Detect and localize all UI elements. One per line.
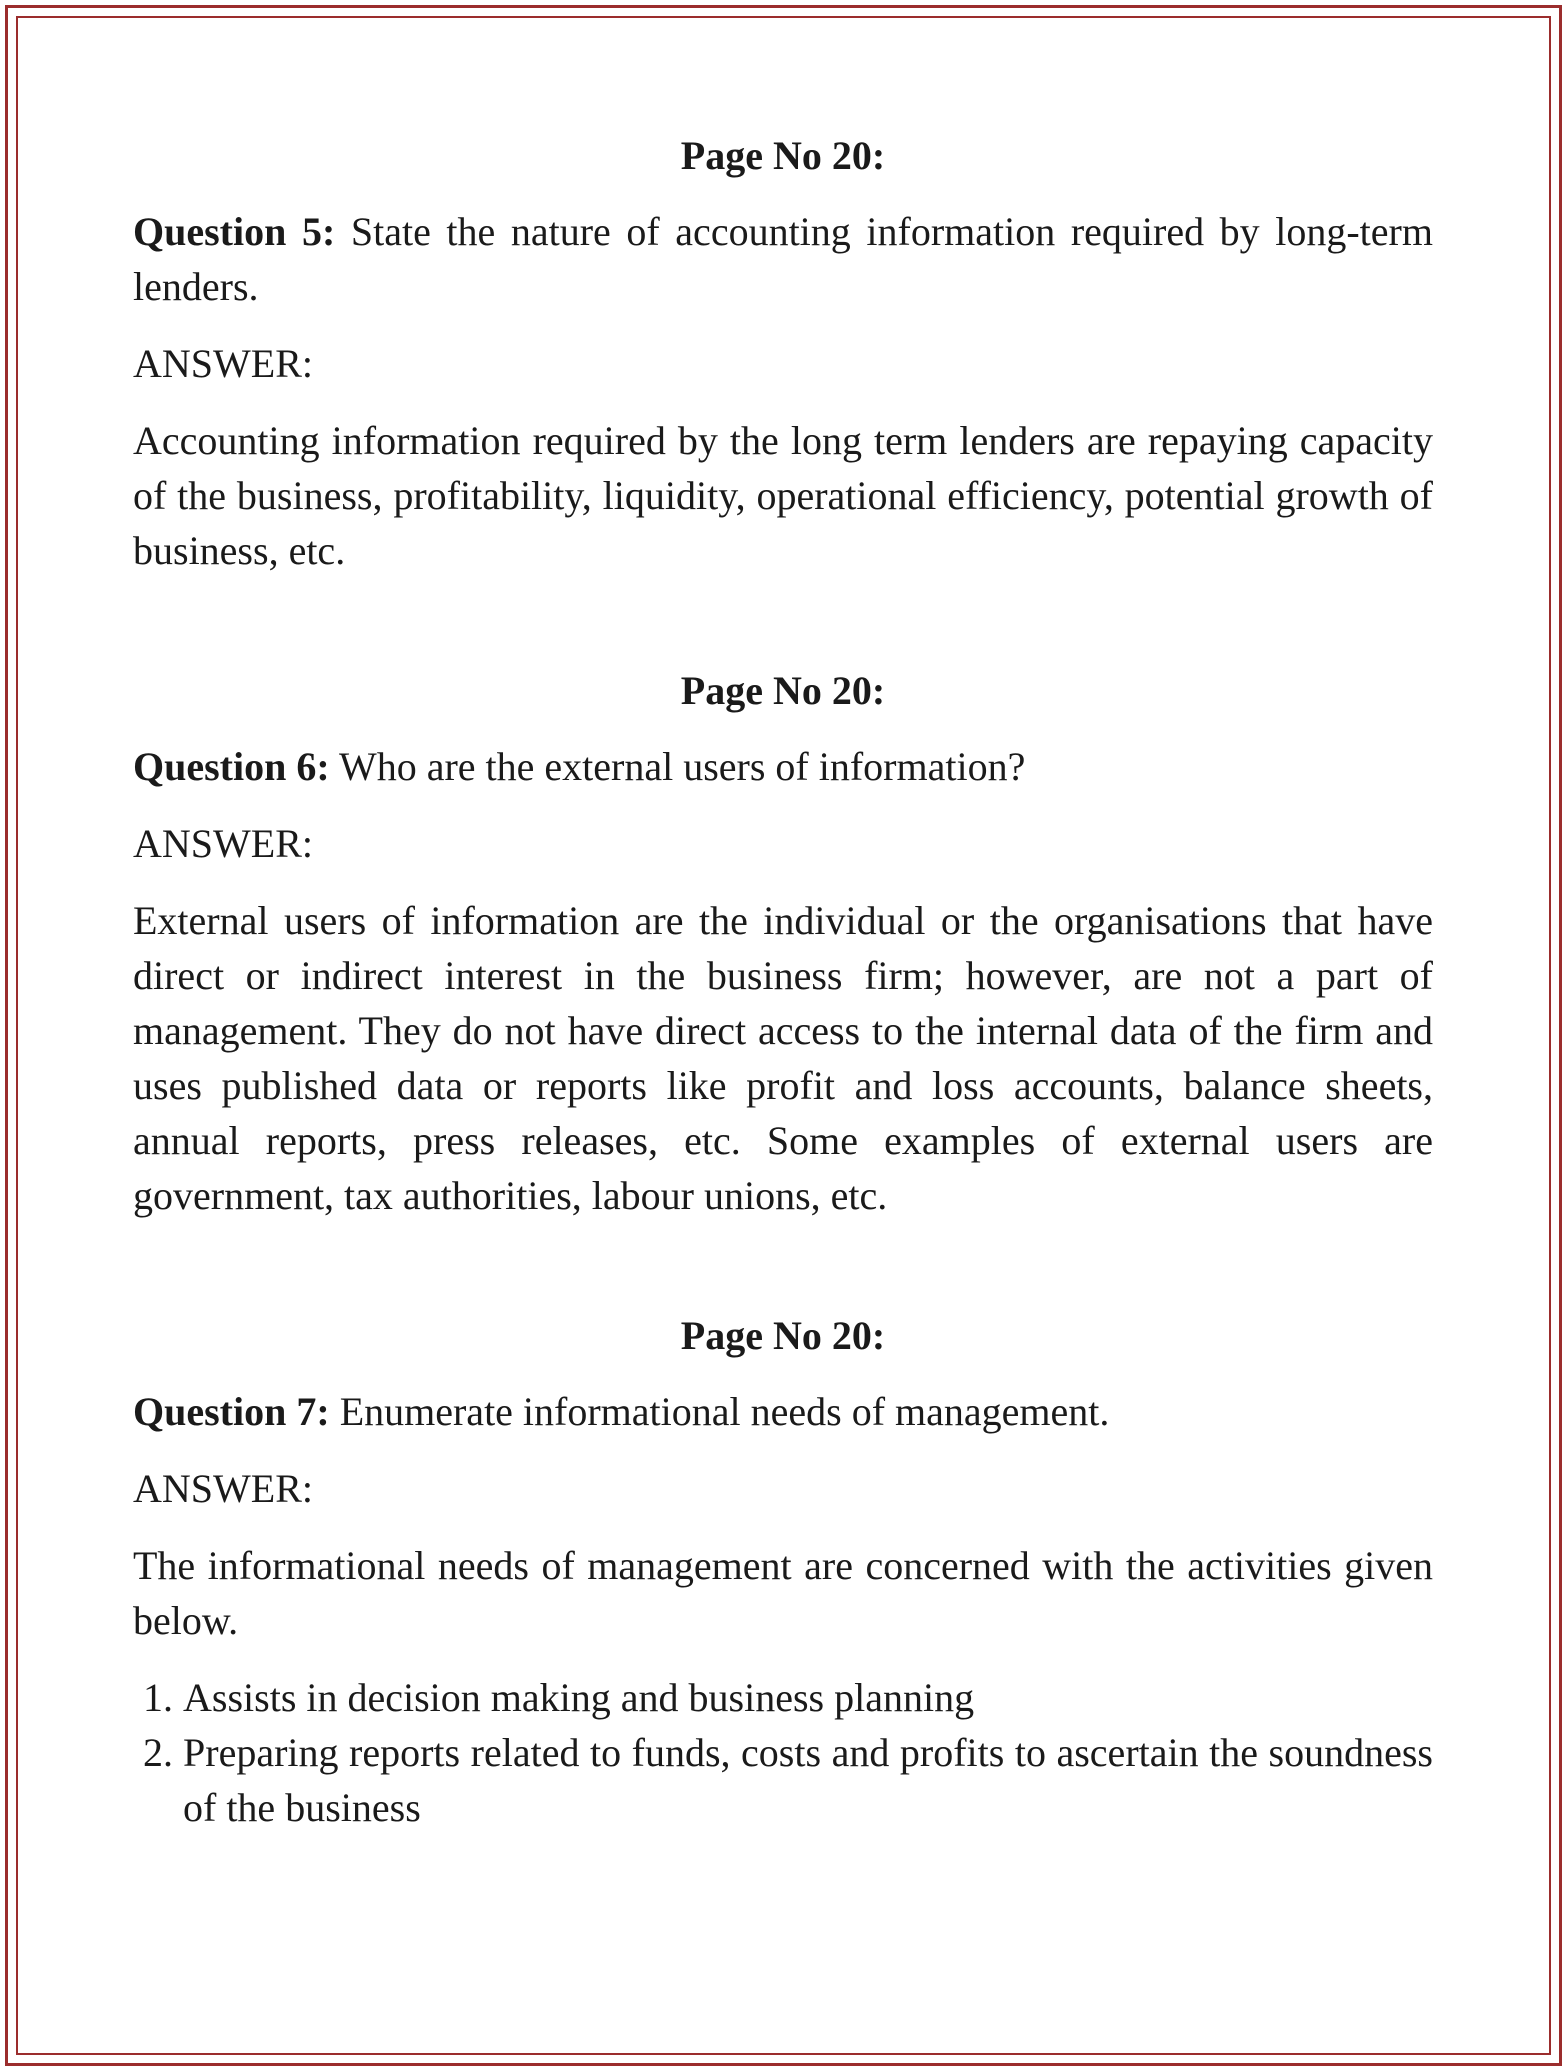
answer-text: Accounting information required by the long term lenders are repaying capacity of the business, profitability, liquidity, operational efficiency, potential growth of business, etc. xyxy=(133,418,1433,573)
question-body: Who are the external users of information? xyxy=(329,744,1026,789)
list-item: 1. Assists in decision making and business planning xyxy=(183,1670,1433,1725)
page-heading: Page No 20: xyxy=(680,668,886,713)
question-body: Enumerate informational needs of management. xyxy=(329,1389,1110,1434)
question-7-section xyxy=(133,1308,1433,1835)
answer-text: External users of information are the individual or the organisations that have direct or indirect interest in the business firm; however, are not a part of management. They do not have direct access to the internal data of the firm and uses published data or reports like profit and loss accounts, balance sheets, annual reports, press releases, etc. Some examples of external users are government, tax authorities, labour unions, etc. xyxy=(133,898,1433,1218)
document-content xyxy=(133,128,1433,1835)
question-label: Question 6: xyxy=(133,744,330,789)
question-6-section xyxy=(133,663,1433,1223)
page-heading: Page No 20: xyxy=(680,1313,886,1358)
answer-list xyxy=(133,1670,1433,1835)
answer-text: The informational needs of management are concerned with the activities given below. xyxy=(133,1543,1433,1643)
answer-label: ANSWER: xyxy=(133,1466,313,1511)
answer-label: ANSWER: xyxy=(133,341,313,386)
answer-label: ANSWER: xyxy=(133,821,313,866)
question-text xyxy=(133,1384,1433,1439)
question-body: State the nature of accounting information required by long-term lenders. xyxy=(133,209,1433,309)
page-heading: Page No 20: xyxy=(680,133,886,178)
question-5-section xyxy=(133,128,1433,578)
question-label: Question 5: xyxy=(133,209,336,254)
list-item: 2. Preparing reports related to funds, costs and profits to ascertain the soundness of the business xyxy=(183,1725,1433,1835)
question-text xyxy=(133,739,1433,794)
question-text xyxy=(133,204,1433,314)
question-label: Question 7: xyxy=(133,1389,330,1434)
